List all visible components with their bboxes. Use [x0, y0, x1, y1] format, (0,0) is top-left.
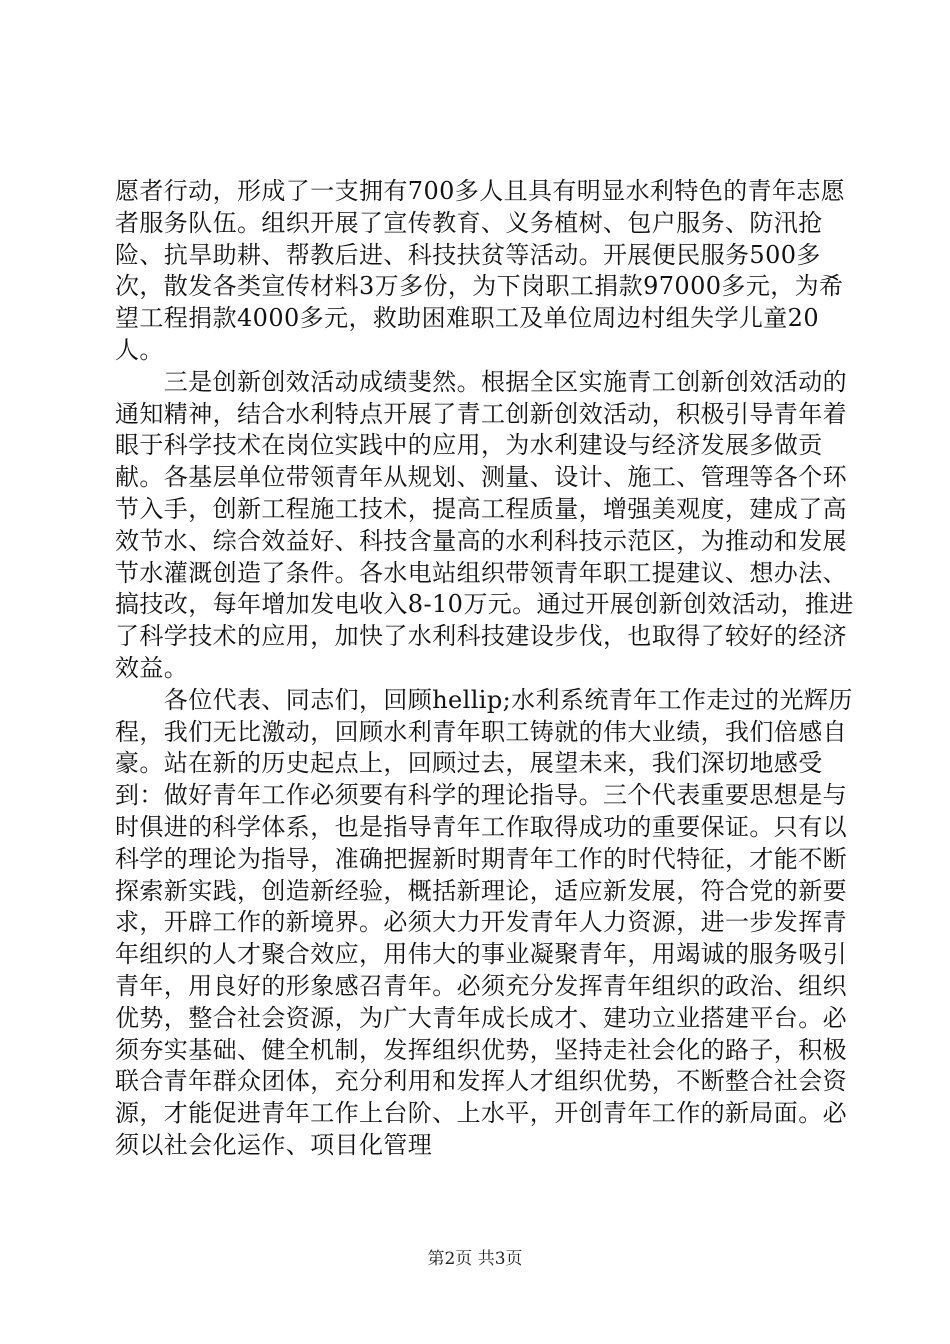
paragraph-innovation-activities: 三是创新创效活动成绩斐然。根据全区实施青工创新创效活动的通知精神，结合水利特点开展了青工创新创效活动，积极引导青年着眼于科学技术在岗位实践中的应用，为水利建设与经济发展多做贡献。各基层单位带领青年从规划、测量、设计、施工、管理等各个环节入手，创新工程施工技术，提高工程质量，增强美观度，建成了高效节水、综合效益好、科技含量高的水利科技示范区，为推动和发展节水灌溉创造了条件。各水电站组织带领青年职工提建议、想办法、搞技改，每年增加发电收入8-10万元。通过开展创新创效活动，推进了科学技术的应用，加快了水利科技建设步伐，也取得了较好的经济效益。: [115, 367, 854, 682]
paragraph-review-and-outlook: 各位代表、同志们，回顾hellip;水利系统青年工作走过的光辉历程，我们无比激动，回顾水利青年职工铸就的伟大业绩，我们倍感自豪。站在新的历史起点上，回顾过去，展望未来，我们深切地感受到：做好青年工作必须要有科学的理论指导。三个代表重要思想是与时俱进的科学体系，也是指导青年工作取得成功的重要保证。只有以科学的理论为指导，准确把握新时期青年工作的时代特征，才能不断探索新实践，创造新经验，概括新理论，适应新发展，符合党的新要求，开辟工作的新境界。必须大力开发青年人力资源，进一步发挥青年组织的人才聚合效应，用伟大的事业凝聚青年，用竭诚的服务吸引青年，用良好的形象感召青年。必须充分发挥青年组织的政治、组织优势，整合社会资源，为广大青年成长成才、建功立业搭建平台。必须夯实基础、健全机制，发挥组织优势，坚持走社会化的路子，积极联合青年群众团体，充分利用和发挥人才组织优势，不断整合社会资源，才能促进青年工作上台阶、上水平，开创青年工作的新局面。必须以社会化运作、项目化管理: [115, 685, 853, 1159]
paragraph-volunteer-service: 愿者行动，形成了一支拥有700多人且具有明显水利特色的青年志愿者服务队伍。组织开展了宣传教育、义务植树、包户服务、防汛抢险、抗旱助耕、帮教后进、科技扶贫等活动。开展便民服务500多次，散发各类宣传材料3万多份，为下岗职工捐款97000多元，为希望工程捐款4000多元，救助困难职工及单位周边村组失学儿童20人。: [115, 177, 846, 364]
page-number-footer: 第2页 共3页: [427, 1249, 523, 1269]
body-text: [115, 176, 855, 1162]
